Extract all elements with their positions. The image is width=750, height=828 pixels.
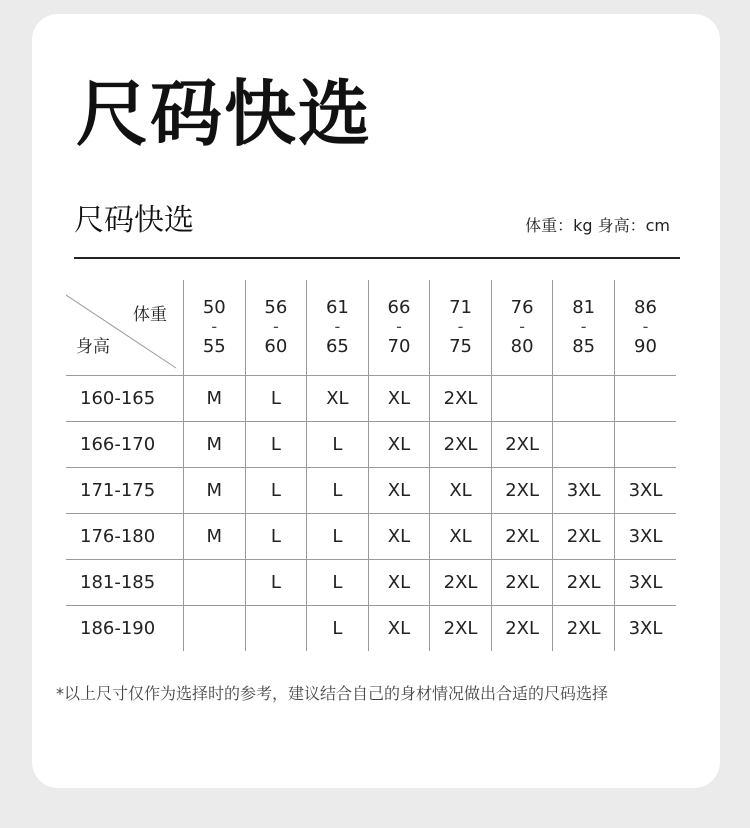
table-row: [66, 560, 676, 606]
size-cell: M: [184, 376, 246, 422]
size-cell: L: [245, 468, 307, 514]
size-cell: 2XL: [430, 376, 492, 422]
size-cell: 2XL: [553, 560, 615, 606]
weight-range-header: [553, 280, 615, 376]
weight-range-to: 65: [325, 335, 349, 357]
size-cell: [245, 606, 307, 652]
weight-range-dash: -: [396, 317, 402, 337]
size-cell: L: [307, 422, 369, 468]
weight-range-header: [491, 280, 553, 376]
height-range-cell: 186-190: [66, 606, 184, 652]
size-cell: XL: [368, 376, 430, 422]
weight-range-to: 70: [387, 335, 411, 357]
size-cell: XL: [368, 514, 430, 560]
size-cell: L: [245, 422, 307, 468]
size-cell: L: [245, 514, 307, 560]
table-row: [66, 606, 676, 652]
size-cell: 2XL: [491, 514, 553, 560]
weight-range-dash: -: [457, 317, 464, 337]
size-table: [66, 280, 676, 651]
size-cell: [553, 376, 615, 422]
units-label: 体重：kg 身高：cm: [525, 216, 670, 235]
table-row: [66, 468, 676, 514]
size-cell: 2XL: [553, 606, 615, 652]
weight-range-from: 81: [572, 296, 596, 318]
weight-range-to: 75: [449, 335, 472, 357]
weight-range-to: 60: [264, 335, 288, 357]
weight-range: [246, 298, 307, 358]
table-row: [66, 422, 676, 468]
size-cell: L: [307, 514, 369, 560]
size-cell: XL: [430, 468, 492, 514]
height-range-cell: 166-170: [66, 422, 184, 468]
size-cell: M: [184, 422, 246, 468]
size-cell: XL: [368, 422, 430, 468]
height-header-label: 身高: [76, 337, 110, 357]
size-chart-card: [32, 14, 720, 788]
weight-range-from: 76: [510, 296, 534, 318]
height-range-cell: 160-165: [66, 376, 184, 422]
weight-range-to: 55: [202, 335, 226, 357]
size-cell: L: [245, 560, 307, 606]
size-cell: L: [245, 376, 307, 422]
weight-range-to: 80: [510, 335, 534, 357]
divider: [74, 257, 680, 259]
size-cell: XL: [307, 376, 369, 422]
weight-range-from: 50: [202, 296, 226, 318]
weight-range: [307, 298, 368, 358]
weight-range-from: 61: [325, 296, 349, 318]
size-cell: [614, 376, 676, 422]
weight-range-dash: -: [211, 317, 218, 337]
weight-range-header: [245, 280, 307, 376]
weight-range: [369, 298, 430, 358]
weight-range-from: 66: [387, 296, 411, 318]
size-cell: 3XL: [614, 514, 676, 560]
height-range-cell: 181-185: [66, 560, 184, 606]
weight-range-dash: -: [580, 317, 587, 337]
size-cell: XL: [430, 514, 492, 560]
size-cell: 2XL: [553, 514, 615, 560]
height-range-cell: 176-180: [66, 514, 184, 560]
weight-range-from: 56: [264, 296, 288, 318]
weight-range-header: [430, 280, 492, 376]
size-cell: 2XL: [430, 422, 492, 468]
corner-cell: [66, 280, 184, 376]
size-cell: M: [184, 468, 246, 514]
size-cell: 2XL: [491, 606, 553, 652]
header-row: [66, 280, 676, 376]
weight-range-dash: -: [642, 317, 649, 337]
size-cell: 2XL: [491, 468, 553, 514]
size-cell: L: [307, 468, 369, 514]
weight-range-header: [184, 280, 246, 376]
weight-range-from: 86: [634, 296, 657, 318]
size-cell: [491, 376, 553, 422]
size-cell: XL: [368, 468, 430, 514]
weight-range-to: 85: [572, 335, 596, 357]
size-cell: [184, 560, 246, 606]
size-cell: L: [307, 560, 369, 606]
weight-range-from: 71: [449, 296, 472, 318]
section-title: 尺码快选: [74, 203, 194, 238]
size-cell: 3XL: [614, 560, 676, 606]
size-cell: 3XL: [614, 468, 676, 514]
weight-range-dash: -: [334, 317, 341, 337]
weight-range-dash: -: [519, 317, 525, 337]
size-cell: 2XL: [491, 422, 553, 468]
size-cell: XL: [368, 606, 430, 652]
size-cell: L: [307, 606, 369, 652]
size-cell: M: [184, 514, 246, 560]
size-cell: 2XL: [491, 560, 553, 606]
size-cell: [614, 422, 676, 468]
weight-range: [184, 298, 245, 358]
weight-range: [430, 298, 491, 358]
size-cell: 3XL: [628, 618, 663, 639]
footnote: *以上尺寸仅作为选择时的参考，建议结合自己的身材情况做出合适的尺码选择: [56, 684, 609, 703]
weight-range-header: [307, 280, 369, 376]
table-row: [66, 514, 676, 560]
size-cell: [553, 422, 615, 468]
page-title: 尺码快选: [76, 72, 373, 156]
size-cell: 2XL: [430, 560, 492, 606]
weight-header-label: 体重: [133, 305, 167, 325]
size-cell: XL: [368, 560, 430, 606]
weight-range-dash: -: [272, 317, 279, 337]
size-cell: [184, 606, 246, 652]
weight-range-to: 90: [634, 335, 657, 357]
weight-range: [553, 298, 614, 358]
size-cell: 2XL: [430, 606, 492, 652]
height-range-cell: 171-175: [66, 468, 184, 514]
size-cell: 3XL: [553, 468, 615, 514]
diagonal-line: [66, 280, 183, 375]
weight-range: [615, 298, 676, 358]
weight-range: [492, 298, 553, 358]
table-row: [66, 376, 676, 422]
weight-range-header: [614, 280, 676, 376]
weight-range-header: [368, 280, 430, 376]
